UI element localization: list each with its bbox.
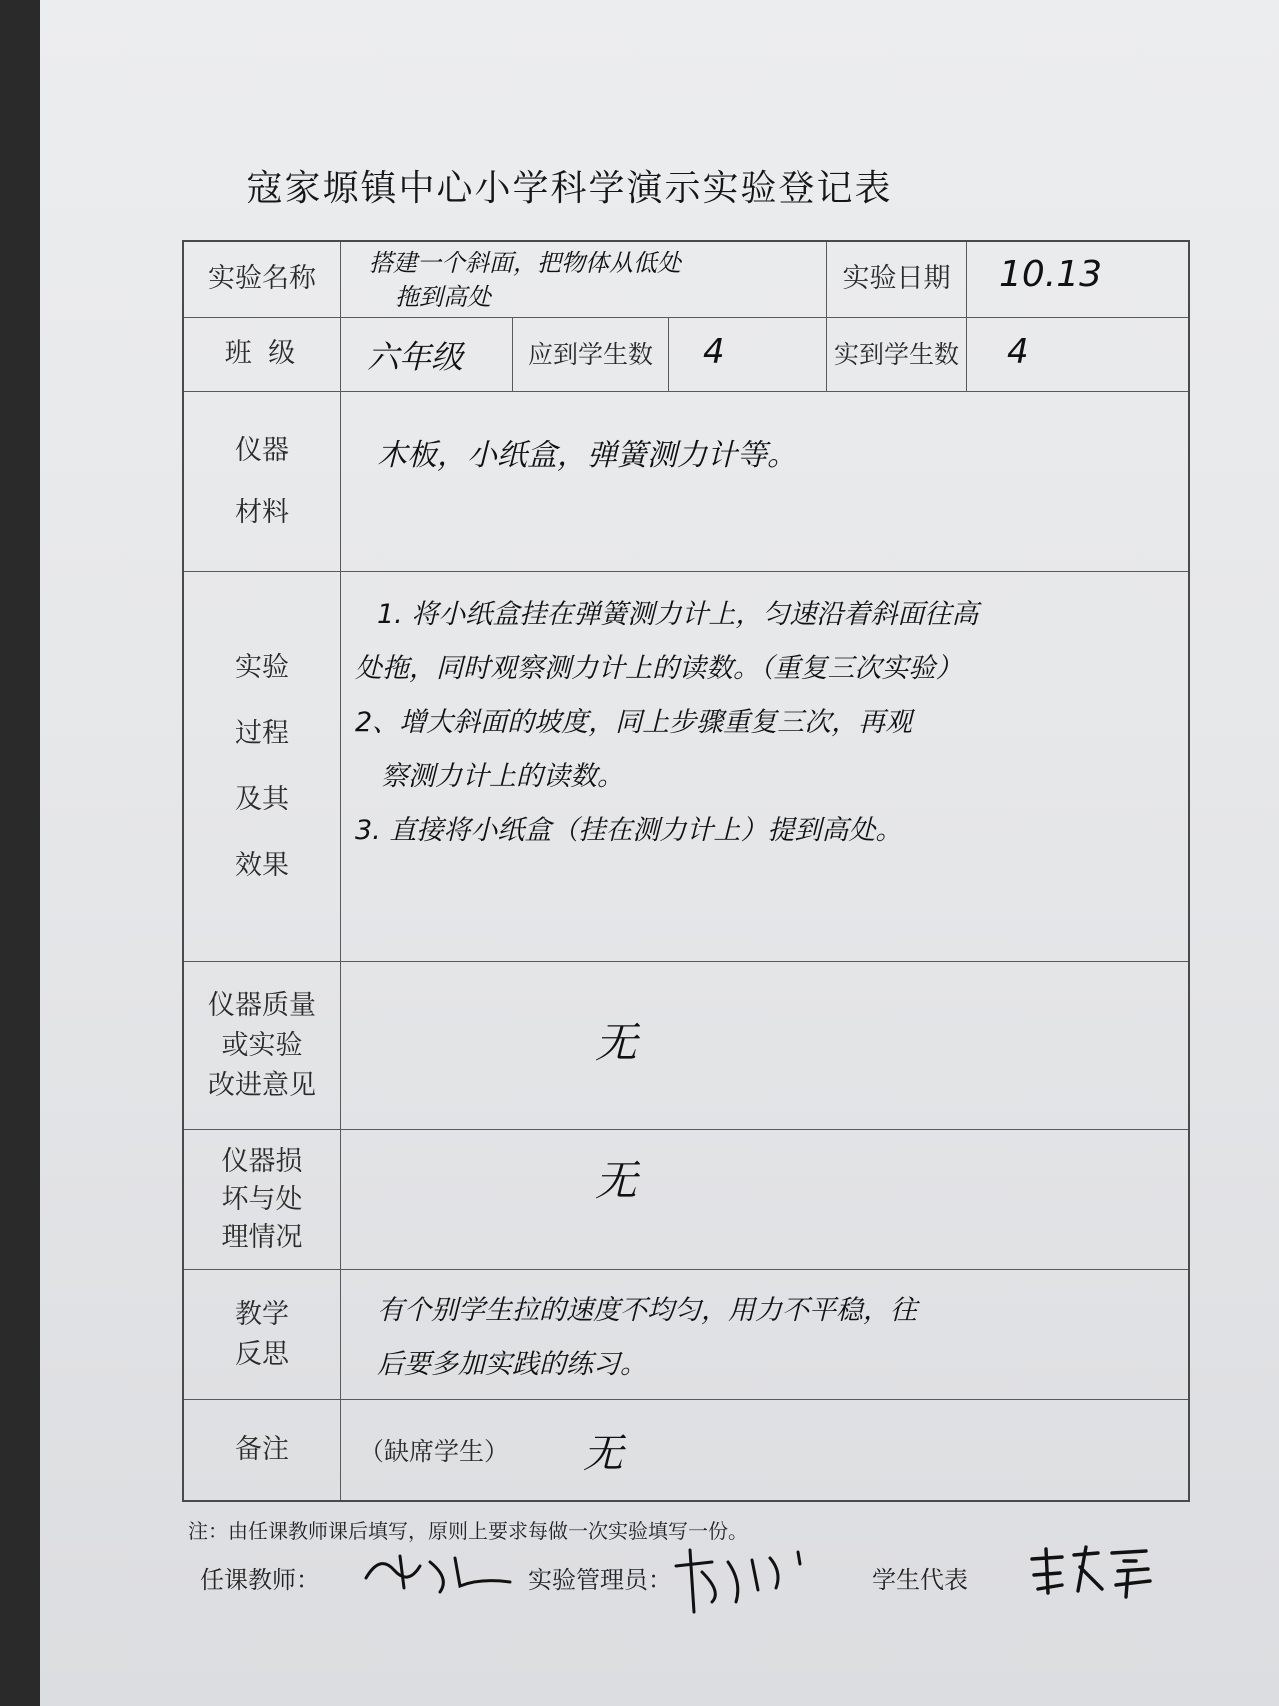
quality-label-line-3: 改进意见 (208, 1069, 316, 1101)
registration-table (182, 240, 1190, 1502)
lab-admin-signature-label: 实验管理员： (528, 1566, 672, 1594)
experiment-name-line-2: 拖到高处 (395, 283, 491, 311)
reflection-value (341, 1270, 1188, 1400)
reflection-line-1: 有个别学生拉的速度不均匀，用力不平稳，往 (377, 1295, 917, 1326)
reflection-line-2: 后要多加实践的练习。 (377, 1349, 647, 1380)
teacher-signature (360, 1548, 520, 1598)
damage-value: 无 (341, 1130, 1188, 1270)
process-line-5: 3. 直接将小纸盒（挂在测力计上）提到高处。 (355, 815, 903, 846)
absent-students-label: （缺席学生） (359, 1437, 510, 1466)
experiment-name-line-1: 搭建一个斜面，把物体从低处 (369, 249, 681, 277)
page-title: 寇家塬镇中心小学科学演示实验登记表 (246, 168, 893, 209)
reflection-label-line-1: 教学 (235, 1298, 289, 1330)
quality-label-line-1: 仪器质量 (208, 989, 316, 1021)
process-value (341, 572, 1188, 962)
quality-value: 无 (341, 962, 1188, 1130)
reflection-label (184, 1270, 341, 1400)
damage-label (184, 1130, 341, 1270)
process-label (184, 572, 341, 962)
experiment-date-label: 实验日期 (827, 242, 967, 318)
footnote: 注：由任课教师课后填写，原则上要求每做一次实验填写一份。 (188, 1519, 748, 1543)
equipment-label (184, 392, 341, 572)
remarks-label: 备注 (184, 1400, 341, 1500)
process-line-2: 处拖，同时观察测力计上的读数。（重复三次实验） (355, 653, 963, 684)
process-label-line-4: 效果 (235, 849, 289, 881)
class-value: 六年级 (341, 318, 513, 392)
student-rep-signature-label: 学生代表 (872, 1566, 968, 1594)
actual-students-value: 4 (967, 318, 1188, 392)
teacher-signature-label: 任课教师： (200, 1566, 320, 1594)
expected-students-label: 应到学生数 (513, 318, 669, 392)
student-rep-signature (1028, 1545, 1158, 1601)
process-label-line-1: 实验 (235, 651, 289, 683)
class-label: 班 级 (184, 318, 341, 392)
process-line-4: 察测力计上的读数。 (381, 761, 624, 792)
damage-label-line-1: 仪器损 (221, 1145, 303, 1177)
expected-students-value: 4 (669, 318, 827, 392)
process-line-1: 1. 将小纸盒挂在弹簧测力计上，匀速沿着斜面往高 (377, 599, 979, 630)
absent-students-value: 无 (583, 1430, 624, 1477)
damage-label-line-2: 坏与处 (221, 1183, 303, 1215)
reflection-label-line-2: 反思 (235, 1338, 289, 1370)
damage-label-line-3: 理情况 (221, 1221, 303, 1253)
process-label-line-3: 及其 (235, 783, 289, 815)
equipment-label-line-1: 仪器 (235, 434, 289, 466)
quality-label (184, 962, 341, 1130)
actual-students-label: 实到学生数 (827, 318, 967, 392)
equipment-label-line-2: 材料 (235, 496, 289, 528)
experiment-name-value (341, 242, 827, 318)
form-paper (40, 0, 1279, 1706)
process-label-line-2: 过程 (235, 717, 289, 749)
process-line-3: 2、增大斜面的坡度，同上步骤重复三次，再观 (355, 707, 913, 738)
remarks-value (341, 1400, 1188, 1500)
experiment-name-label: 实验名称 (184, 242, 341, 318)
lab-admin-signature (672, 1542, 822, 1622)
quality-label-line-2: 或实验 (221, 1029, 303, 1061)
experiment-date-value: 10.13 (967, 242, 1188, 318)
equipment-value: 木板，小纸盒，弹簧测力计等。 (341, 392, 1188, 572)
